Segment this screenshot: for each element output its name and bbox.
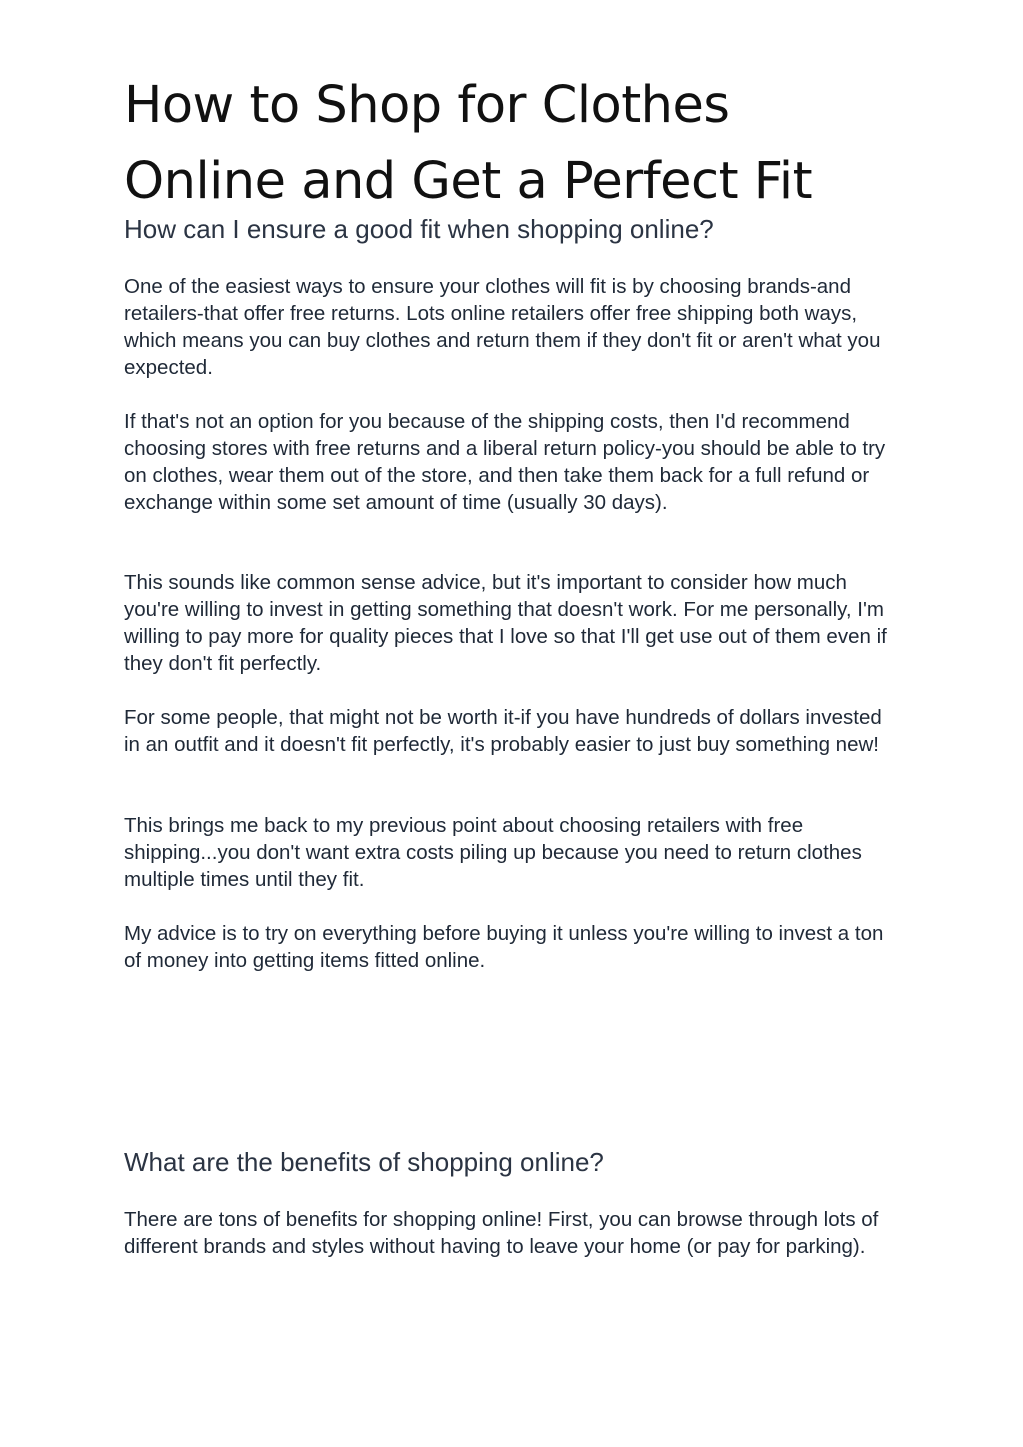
- paragraph-benefits: There are tons of benefits for shopping online! First, you can browse through lots of different brands and styles without having to leave your home (or pay for parking).: [124, 1208, 879, 1258]
- benefits-section-heading: What are the benefits of shopping online?: [124, 1147, 604, 1177]
- page-title: How to Shop for Clothes Online and Get a Perfect Fit: [124, 76, 813, 211]
- paragraph-free-shipping: This brings me back to my previous point about choosing retailers with free shipping...you don't want extra costs piling up because you need to return clothes multiple times until they fit.: [124, 814, 862, 891]
- paragraph-investment: This sounds like common sense advice, but it's important to consider how much you're willing to invest in getting something that doesn't work. For me personally, I'm willing to pay more for quality pieces that I love so that I'll get use out of them even if they don't fit perfectly.: [124, 571, 887, 675]
- paragraph-free-returns: One of the easiest ways to ensure your clothes will fit is by choosing brands-and retailers-that offer free returns. Lots online retailers offer free shipping both ways, which means you can buy clothes and return them if they don't fit or aren't what you expected.: [124, 275, 881, 379]
- fit-section-heading: How can I ensure a good fit when shopping online?: [124, 214, 714, 244]
- paragraph-advice: My advice is to try on everything before buying it unless you're willing to invest a ton of money into getting items fitted online.: [124, 922, 884, 972]
- paragraph-return-policy: If that's not an option for you because of the shipping costs, then I'd recommend choosing stores with free returns and a liberal return policy-you should be able to try on clothes, wear them out of the store, and then take them back for a full refund or exchange within some set amount of time (usually 30 days).: [124, 410, 886, 514]
- paragraph-worth-it: For some people, that might not be worth it-if you have hundreds of dollars invested in an outfit and it doesn't fit perfectly, it's probably easier to just buy something new!: [124, 706, 882, 756]
